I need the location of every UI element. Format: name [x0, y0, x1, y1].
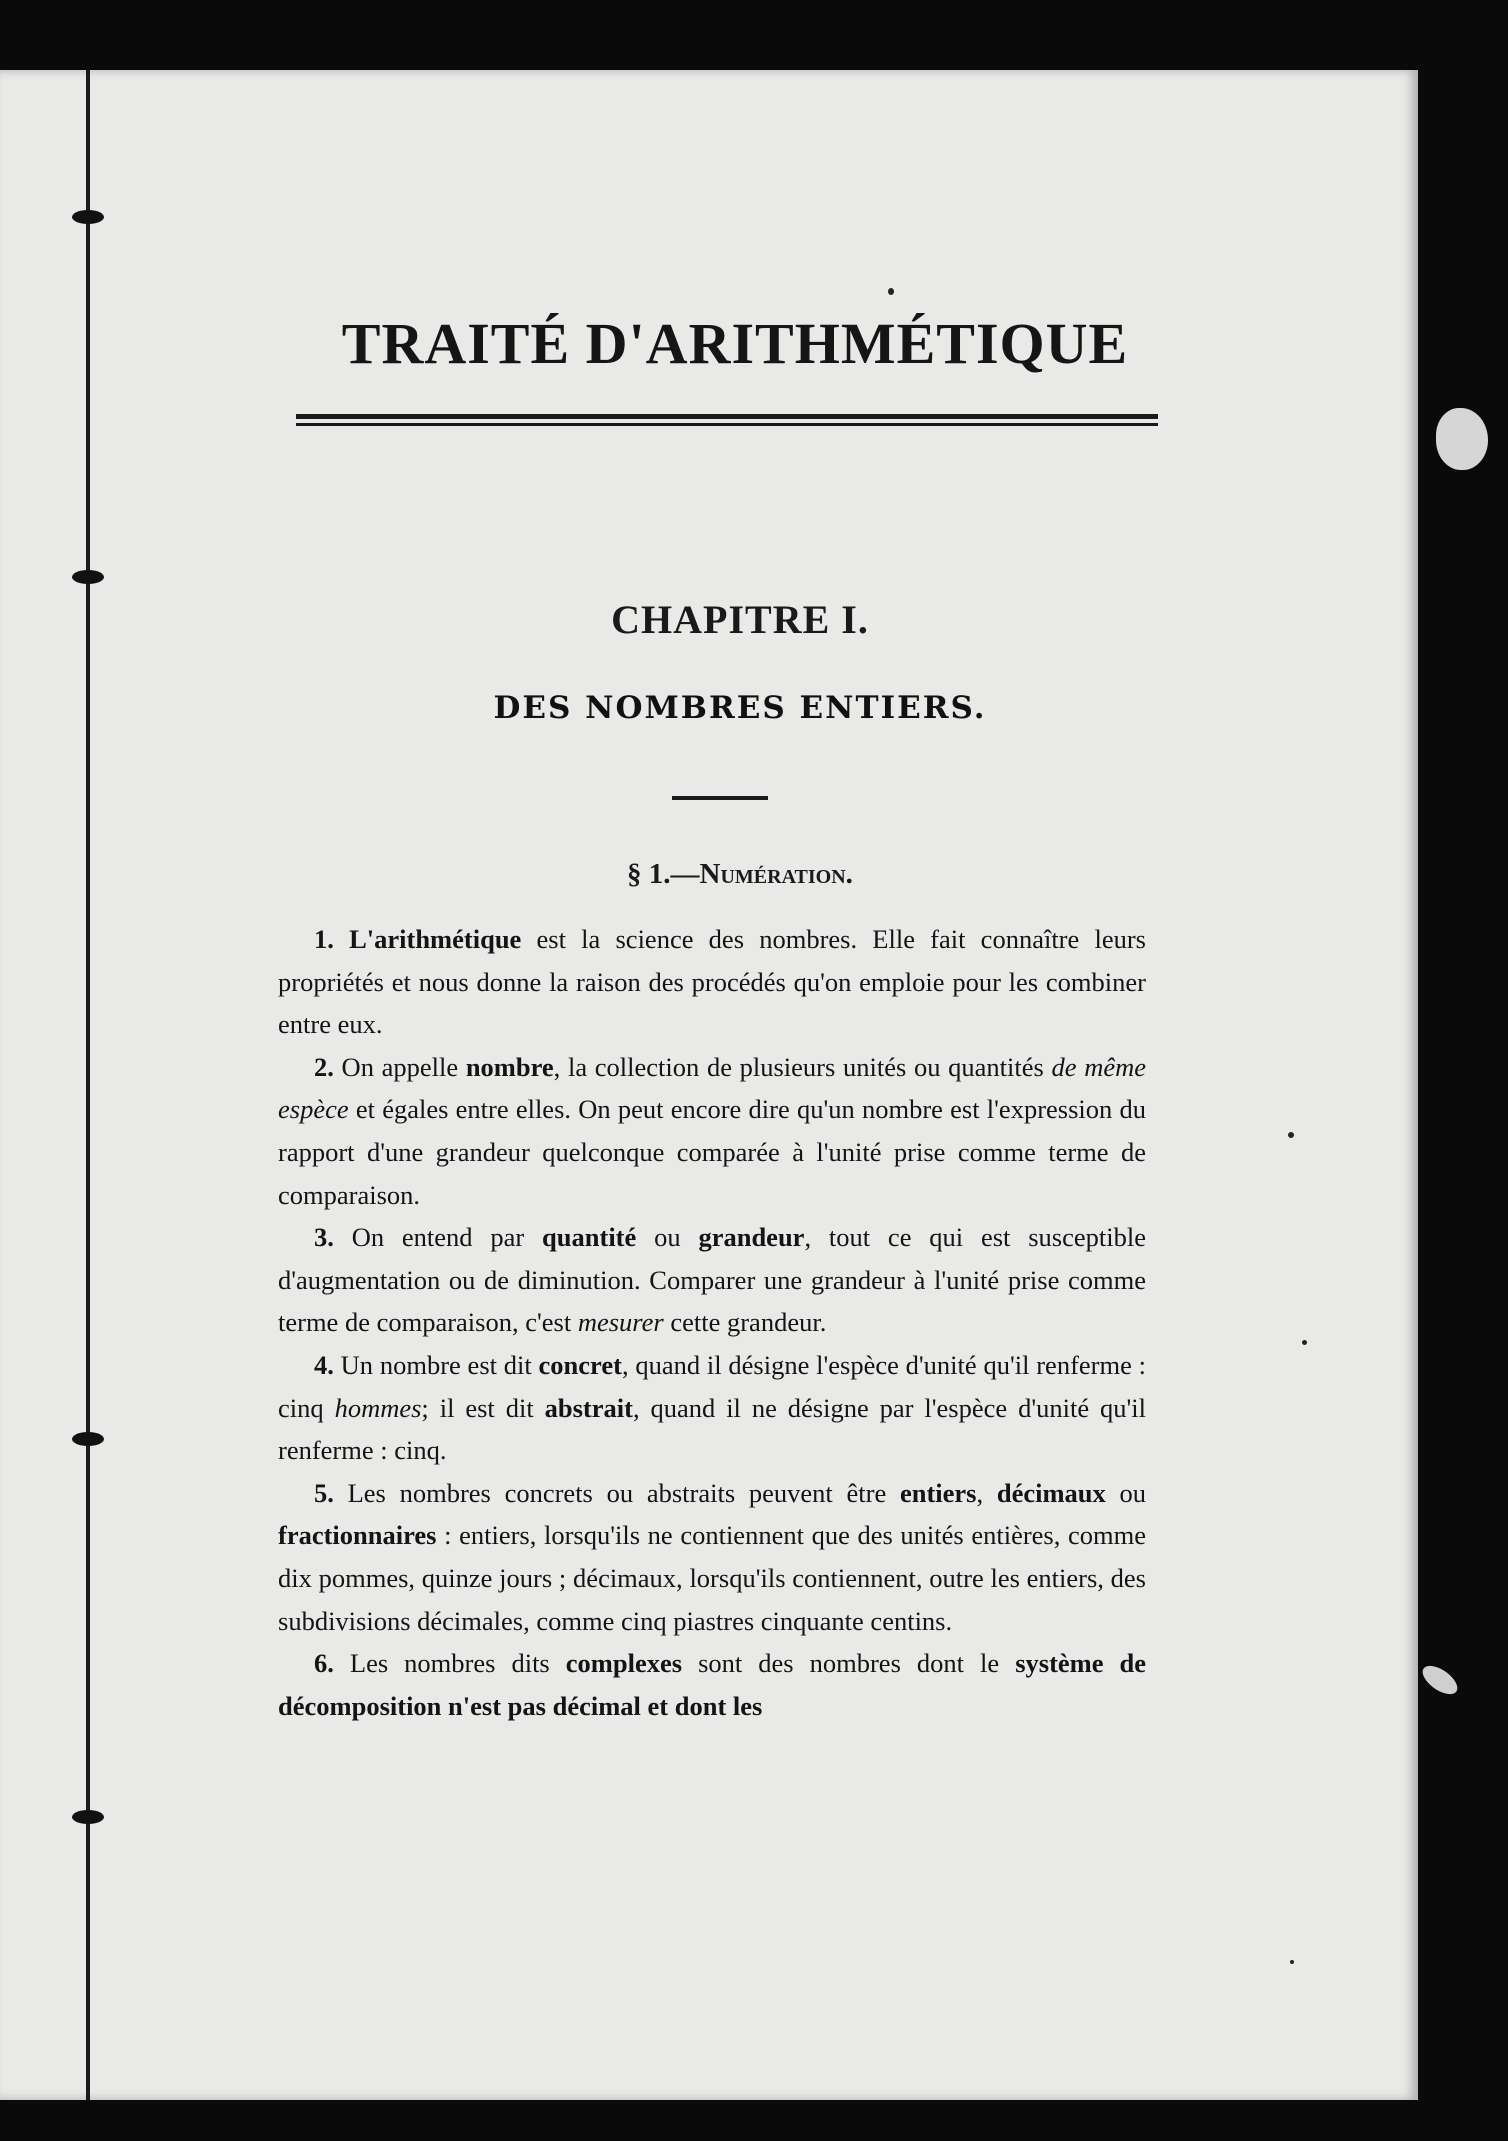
margin-mark: [72, 1432, 104, 1446]
text-run: Les nombres concrets ou abstraits peuvent être: [333, 1477, 900, 1508]
text-run: ou: [1105, 1477, 1146, 1508]
bold-term: système de décomposition n'est pas décimal et dont les: [278, 1648, 1147, 1721]
scan-artifact: [1436, 408, 1488, 470]
bold-term: complexes: [565, 1648, 683, 1679]
bold-term: nombre: [465, 1051, 554, 1082]
paragraph: [278, 1046, 1146, 1216]
paragraph: [278, 1472, 1146, 1642]
text-run: ; il est dit: [421, 1392, 545, 1423]
binding-margin-line: [86, 70, 90, 2100]
text-run: , quand il ne désigne par l'espèce d'unité qu'il renferme : cinq.: [278, 1392, 1147, 1466]
separator-rule: [672, 796, 768, 800]
italic-term: de même espèce: [278, 1051, 1146, 1125]
text-run: est la science des nombres. Elle fait connaître leurs propriétés et nous donne la raison des procédés qu'on emploie pour les combiner entre eux.: [278, 924, 1146, 1040]
text-run: ou: [636, 1222, 699, 1253]
text-run: ,: [976, 1477, 997, 1508]
paragraph: [278, 1344, 1146, 1472]
text-run: On entend par: [333, 1222, 543, 1253]
paper-speck: [1302, 1340, 1307, 1345]
bold-term: quantité: [542, 1222, 637, 1253]
book-title: TRAITÉ D'ARITHMÉTIQUE: [341, 311, 1129, 376]
text-run: On appelle: [333, 1051, 466, 1082]
body-text: [278, 918, 1146, 1727]
text-run: et égales entre elles. On peut encore dire qu'un nombre est l'expression du rapport d'une grandeur quelconque comparée à l'unité prise comme terme de comparaison.: [278, 1094, 1146, 1210]
text-run: , la collection de plusieurs unités ou quantités: [553, 1051, 1052, 1082]
paragraph-number: 2.: [314, 1051, 334, 1082]
text-run: : entiers, lorsqu'ils ne contiennent que des unités entières, comme dix pommes, quinze jours ; décimaux, lorsqu'ils contiennent, outre les entiers, des subdivisions décimales, comme cinq piastres cinquante centins.: [278, 1520, 1146, 1636]
margin-mark: [72, 1810, 104, 1824]
paragraph-number: 5.: [314, 1477, 334, 1508]
paragraph-number: 6.: [314, 1648, 334, 1679]
paper-speck: [888, 288, 894, 295]
bold-term: entiers: [899, 1477, 977, 1508]
text-run: [334, 924, 349, 954]
text-run: Les nombres dits: [333, 1648, 566, 1679]
margin-mark: [72, 210, 104, 224]
text-run: Un nombre est dit: [333, 1349, 539, 1380]
bold-term: abstrait: [544, 1392, 633, 1423]
text-run: cette grandeur.: [663, 1307, 827, 1338]
book-page: [0, 70, 1418, 2100]
italic-term: hommes: [334, 1392, 422, 1423]
scan-artifact: [1418, 1660, 1462, 1699]
margin-mark: [72, 570, 104, 584]
italic-term: mesurer: [577, 1307, 664, 1338]
paragraph-number: 1.: [314, 924, 334, 954]
bold-term: L'arithmétique: [349, 924, 522, 954]
paragraph: [278, 918, 1146, 1046]
title-double-rule: [296, 414, 1158, 426]
text-run: , quand il désigne l'espèce d'unité qu'il renferme : cinq: [278, 1349, 1147, 1423]
paragraph: [278, 1216, 1146, 1344]
chapter-heading: CHAPITRE I.: [611, 597, 869, 642]
paper-speck: [1288, 1132, 1294, 1138]
bold-term: décimaux: [996, 1477, 1106, 1508]
text-run: sont des nombres dont le: [682, 1648, 1016, 1679]
paragraph-number: 3.: [314, 1222, 334, 1253]
bold-term: concret: [538, 1349, 622, 1380]
chapter-subtitle: DES NOMBRES ENTIERS.: [493, 690, 987, 726]
bold-term: fractionnaires: [278, 1520, 437, 1551]
bold-term: grandeur: [698, 1222, 805, 1253]
paper-speck: [1290, 1960, 1294, 1964]
section-heading: § 1.—Numération.: [627, 858, 853, 890]
text-run: , tout ce qui est susceptible d'augmentation ou de diminution. Comparer une grandeur à l'unité prise comme terme de comparaison, c'est: [278, 1222, 1146, 1338]
paragraph: [278, 1642, 1146, 1727]
paragraph-number: 4.: [314, 1349, 334, 1380]
